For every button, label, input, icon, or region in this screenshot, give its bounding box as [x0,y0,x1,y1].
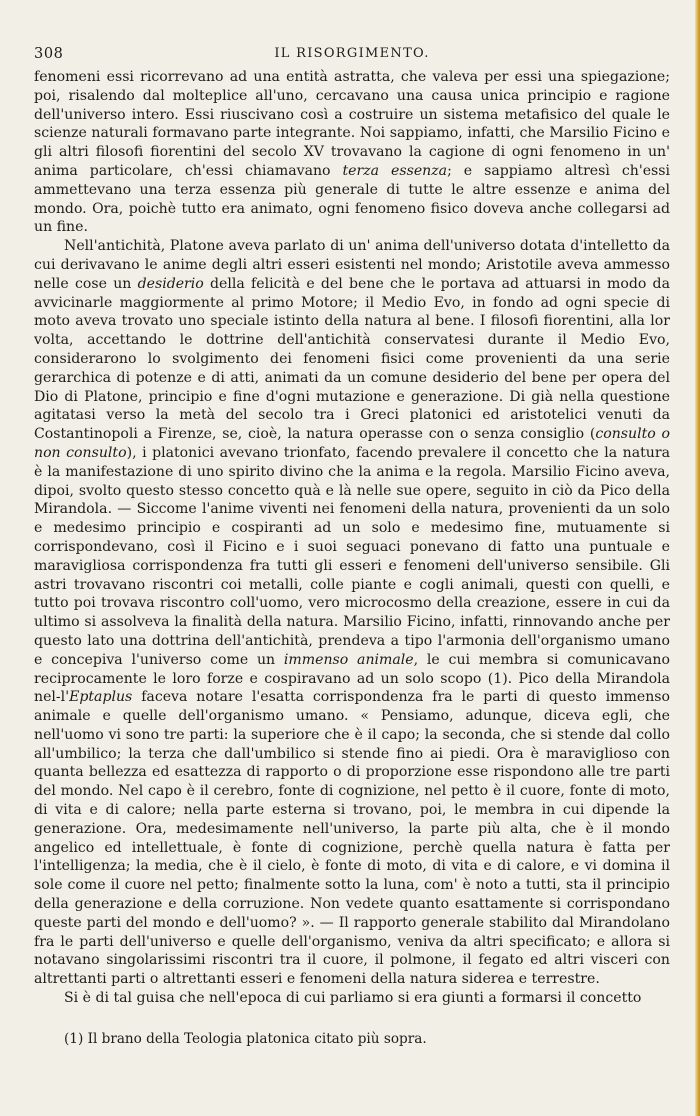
text-segment: ), i platonici avevano trionfato, facendo prevalere il concetto che la natura è la manifestazione di uno spirito divino che la anima e la regola. Marsilio Ficino aveva, dipoi, svolto questo stesso concetto quà e là nelle sue opere, seguito in ciò da Pico della Mirandola. — Siccome l'anime viventi nei fenomeni della natura, provenienti da un solo e medesimo principio e cospiranti ad un solo e medesimo fine, mutuamente si corrispondevano, così il Ficino e i suoi seguaci ponevano di fatto una puntuale e maravigliosa corrispondenza fra tutti gli esseri e fenomeni dell'universo sensibile. Gli astri trovavano riscontri coi metalli, colle piante e cogli animali, questi con quelli, e tutto poi trovava riscontro coll'uomo, vero microcosmo della creazione, essere in cui da ultimo si assolveva la finalità della natura. Marsilio Ficino, infatti, rinnovando anche per questo lato una dottrina dell'antichità, prendeva a tipo l'armonia dell'organismo umano e concepiva l'universo come un [34,444,671,668]
italic-term: consulto o non consulto [34,426,670,461]
text-segment: , le cui membra si comunicavano reciprocamente le loro forze e cospiravano ad un solo scopo (1). Pico della Mirandola nel-l' [34,651,670,706]
text-segment: della felicità e del bene che le portava ad attuarsi in modo da avvicinarle maggiormente al primo Motore; il Medio Evo, in fondo ad ogni specie di moto aveva trovato uno speciale istinto della natura al bene. I filosofi fiorentini, alla lor volta, accettando le dottrine dell'antichità conservatesi durante il Medio Evo, considerarono lo svolgimento dei fenomeni fisici come provenienti da una serie gerarchica di potenze e di atti, animati da un comune desiderio del bene per opera del Dio di Platone, principio e fine d'ogni mutazione e generazione. Di già nella questione agitatasi verso la metà del secolo tra i Greci platonici ed aristotelici venuti da Costantinopoli a Firenze, se, cioè, la natura operasse con o senza consiglio ( [34,275,670,443]
italic-term: Eptaplus [69,689,133,706]
paragraph-3 [34,989,670,1008]
italic-term: desiderio [137,275,204,292]
italic-term: terza essenza [342,162,448,179]
text-segment: ; e sappiamo altresì ch'essi ammettevano una terza essenza più generale di tutte le altre essenze e anima del mondo. Ora, poichè tutto era animato, ogni fenomeno fisico doveva anche collegarsi ad un fine. [34,162,671,236]
paragraph-1 [34,68,670,237]
body-text [34,68,670,1008]
text-segment: Nell'antichità, Platone aveva parlato di un' anima dell'universo dotata d'intelletto da cui derivavano le anime degli altri esseri esistenti nel mondo; Aristotile aveva ammesso nelle cose un [34,238,670,292]
running-title: IL RISORGIMENTO. [274,46,430,61]
footnote: (1) Il brano della Teologia platonica citato più sopra. [64,1031,427,1047]
page [34,46,670,1008]
text-segment: faceva notare l'esatta corrispondenza fra le parti di questo immenso animale e quelle dell'organismo umano. « Pensiamo, adunque, diceva egli, che nell'uomo vi sono tre parti: la superiore che è il capo; la seconda, che si stende dal collo all'umbilico; la terza che dall'umbilico si stende fino ai piedi. Ora è maraviglioso con quanta bellezza ed esattezza di rapporto o di proporzione esse rispondono alle tre parti del mondo. Nel capo è il cerebro, fonte di cognizione, nel petto è il cuore, fonte di moto, di vita e di calore; nella parte esterna si trovano, poi, le membra in cui dipende la generazione. Ora, medesimamente nell'universo, la parte più alta, che è il mondo angelico ed intellettuale, è fonte di cognizione, perchè quella natura è fatta per l'intelligenza; la media, che è il cielo, è fonte di moto, di vita e di calore, e vi domina il sole come il cuore nel petto; finalmente sotto la luna, com' è noto a tutti, sta il principio della generazione e della corruzione. Non vedete quanto esattamente si corrispondano queste parti del mondo e dell'uomo? ». — Il rapporto generale stabilito dal Mirandolano fra le parti dell'universo e quelle dell'organismo, veniva da altri specificato; e allora si notavano singolarissimi riscontri tra il cuore, il polmone, il fegato ed altri visceri con altrettanti parti o altrettanti esseri e fenomeni della natura siderea e terrestre. [34,689,670,988]
page-edge [695,0,700,1116]
text-segment: Si è di tal guisa che nell'epoca di cui parliamo si era giunti a formarsi il concetto [64,990,642,1007]
page-number: 308 [34,46,64,62]
italic-term: immenso animale [283,651,414,668]
running-header [34,46,670,68]
paragraph-2 [34,237,670,989]
text-segment: fenomeni essi ricorrevano ad una entità astratta, che valeva per essi una spiegazione; poi, risalendo dal molteplice all'uno, cercavano una causa unica principio e ragione dell'universo intero. Essi riuscivano così a costruire un sistema metafisico del quale le scienze naturali formavano parte integrante. Noi sappiamo, infatti, che Marsilio Ficino e gli altri filosofi fiorentini del secolo XV trovavano la cagione di ogni fenomeno in un' anima particolare, ch'essi chiamavano [34,69,670,179]
